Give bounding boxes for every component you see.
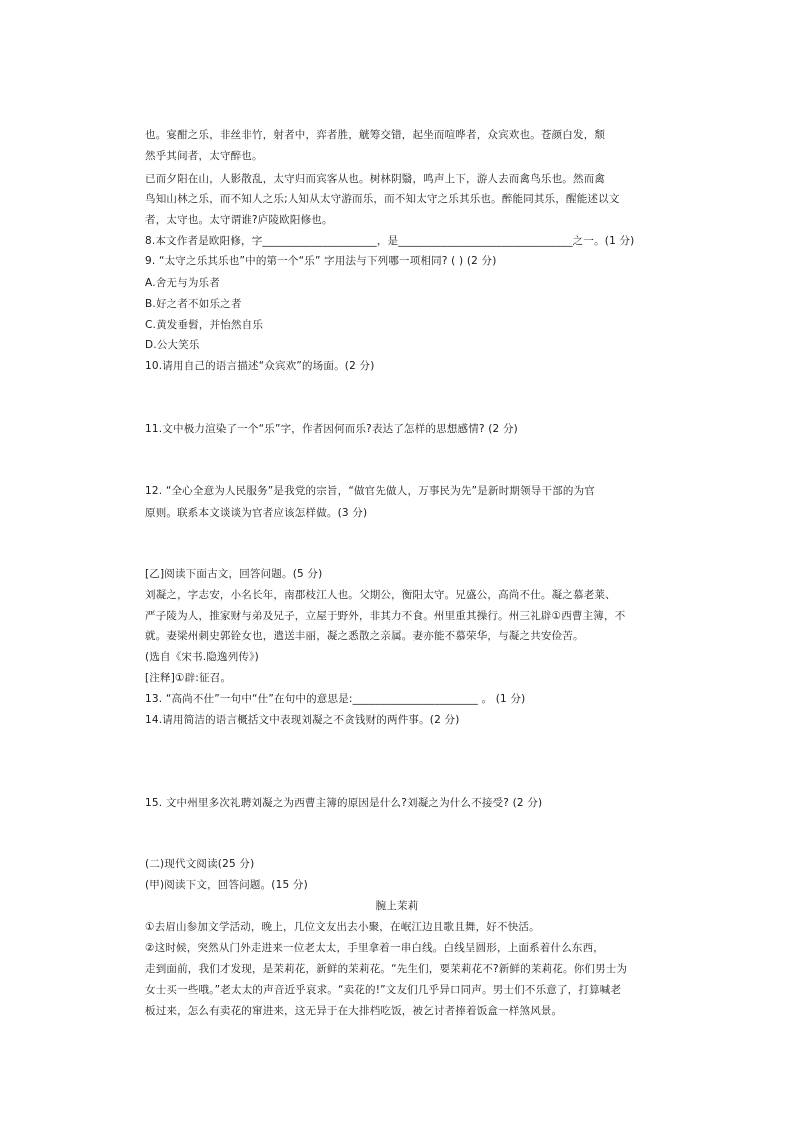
question-12-line-1: 12. “全心全意为人民服务”是我党的宗旨，“做官先做人，万事民为先”是新时期领导干部的为官 [145, 485, 595, 497]
essay-line-4: 女士买一些哦。”老太太的声音近乎哀求。“卖花的!”文友们几乎异口同声。男士们不乐意了，打算喊老 [145, 984, 622, 996]
question-13: 13. “高尚不仕”一句中“仕”在句中的意思是:_______________________ 。 (1 分) [145, 693, 526, 705]
question-9: 9. “太守之乐其乐也”中的第一个“乐” 字用法与下列哪一项相同? ( ) (2 分) [145, 255, 497, 267]
essay-line-3: 走到面前，我们才发现，是茉莉花，新鲜的茉莉花。“先生们，要茉莉花不?新鲜的茉莉花。你们男士为 [145, 963, 628, 975]
passage-b-line-2: 严子陵为人，推家财与弟及兄子，立屋于野外，非其力不食。州里重其操行。州三礼辟①西曹主簿，不 [145, 610, 626, 622]
question-9-option-d: D.公大笑乐 [145, 339, 200, 351]
passage-a-line-2: 然乎其间者，太守醉也。 [145, 150, 263, 162]
essay-line-2: ②这时候，突然从门外走进来一位老太太，手里拿着一串白线。白线呈圆形，上面系着什么东西， [145, 942, 605, 954]
passage-a-line-5: 者，太守也。太守谓谁?庐陵欧阳修也。 [145, 214, 333, 226]
essay-line-5: 板过来，怎么有卖花的窜进来，这无异于在大排档吃饭，被乞讨者捧着饭盒一样煞风景。 [145, 1005, 563, 1017]
passage-a-line-3: 已而夕阳在山，人影散乱，太守归而宾客从也。树林阴翳，鸣声上下，游人去而禽鸟乐也。然而禽 [145, 173, 606, 185]
passage-a-line-4: 鸟知山林之乐，而不知人之乐;人知从太守游而乐，而不知太守之乐其乐也。醉能同其乐，醒能述以文 [145, 193, 620, 205]
passage-b-note: [注释]①辟:征召。 [145, 672, 232, 684]
question-9-option-b: B.好之者不如乐之者 [145, 298, 242, 310]
passage-b-line-3: 就。妻梁州刺史郭铨女也，遣送丰丽，凝之悉散之亲属。妻亦能不慕荣华，与凝之共安俭苦。 [145, 630, 584, 642]
essay-line-1: ①去眉山参加文学活动，晚上，几位文友出去小聚，在岷江边且歌且舞，好不快活。 [145, 921, 540, 933]
essay-title: 腕上茉莉 [375, 900, 419, 912]
passage-b-line-1: 刘凝之，字志安，小名长年，南郡枝江人也。父期公，衡阳太守。兄盛公，高尚不仕。凝之慕老莱、 [145, 589, 616, 601]
section-two-sub-heading: (甲)阅读下文，回答问题。(15 分) [145, 879, 308, 891]
question-9-option-a: A.舍无与为乐者 [145, 277, 220, 289]
question-15: 15. 文中州里多次礼聘刘凝之为西曹主簿的原因是什么?刘凝之为什么不接受? (2 分) [145, 797, 543, 809]
question-12-line-2: 原则。联系本文谈谈为官者应该怎样做。(3 分) [145, 507, 368, 519]
passage-b-source: (选自《宋书.隐逸列传》) [145, 651, 259, 663]
question-10: 10.请用自己的语言描述“众宾欢”的场面。(2 分) [145, 360, 375, 372]
section-two-heading: (二)现代文阅读(25 分) [145, 858, 255, 870]
question-9-option-c: C.黄发垂髫，并怡然自乐 [145, 319, 264, 331]
passage-b-heading: [乙]阅读下面古文，回答问题。(5 分) [145, 568, 323, 580]
question-8: 8.本文作者是欧阳修，字_____________________，是________________________________之一。(1 分) [145, 235, 635, 247]
passage-a-line-1: 也。宴酣之乐，非丝非竹，射者中，弈者胜，觥筹交错，起坐而喧哗者，众宾欢也。苍颜白发，颓 [145, 129, 606, 141]
question-11: 11.文中极力渲染了一个“乐”字，作者因何而乐?表达了怎样的思想感情? (2 分) [145, 423, 518, 435]
question-14: 14.请用简洁的语言概括文中表现刘凝之不贪钱财的两件事。(2 分) [145, 714, 460, 726]
